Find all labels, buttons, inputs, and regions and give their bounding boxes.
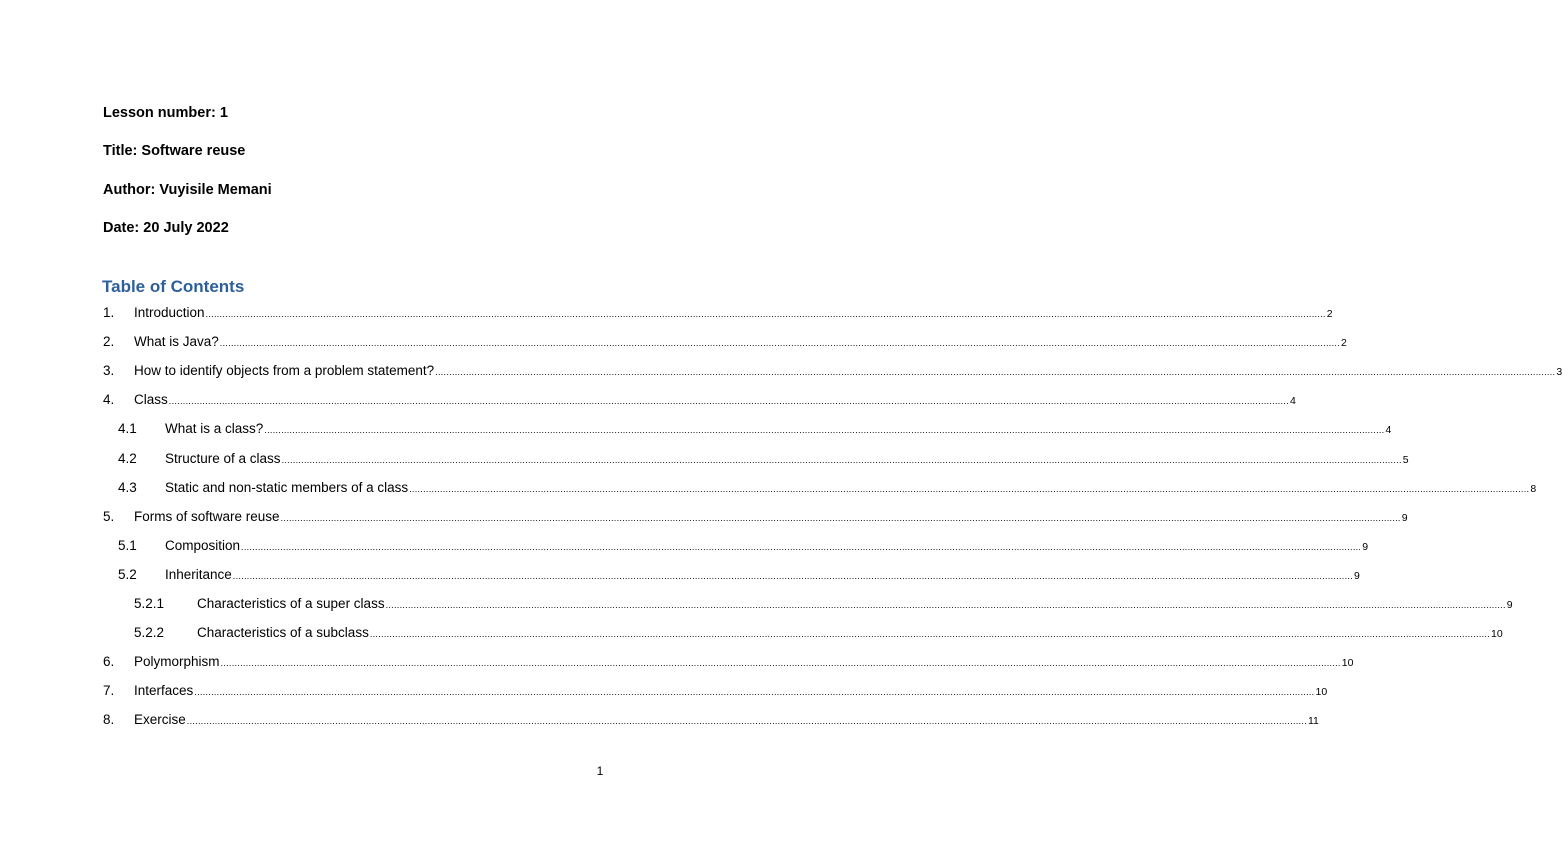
toc-entry-number: 4.	[103, 392, 115, 408]
toc-entry[interactable]	[134, 625, 1503, 643]
toc-entry-page: 9	[1362, 540, 1369, 553]
toc-entry-page: 3	[1556, 366, 1562, 379]
toc-entry-number: 5.	[103, 508, 115, 524]
toc-entry[interactable]	[103, 712, 1319, 730]
toc-dot-leader: ................................................................................................................................................................................................................................................................................................................................................................................................................	[409, 483, 1530, 494]
toc-dot-leader: ................................................................................................................................................................................................................................................................................................................................................................................................................	[385, 600, 1506, 610]
toc-entry[interactable]	[118, 537, 1369, 556]
toc-entry-page: 8	[1530, 482, 1537, 495]
toc-entry-title: Characteristics of a subclass	[197, 625, 369, 641]
toc-entry[interactable]	[103, 683, 1328, 701]
toc-entry-number: 3.	[103, 363, 115, 379]
toc-dot-leader: ................................................................................................................................................................................................................................................................................................................................................................................................................	[435, 367, 1556, 378]
toc-dot-leader: ................................................................................................................................................................................................................................................................................................................................................................................................................	[241, 541, 1362, 552]
title-value: Software reuse	[141, 143, 246, 159]
date-value: 20 July 2022	[143, 220, 229, 236]
toc-entry-number: 4.2	[118, 450, 137, 466]
toc-entry-page: 9	[1506, 599, 1513, 611]
toc-entry-title: Inheritance	[165, 566, 232, 582]
toc-dot-leader: ................................................................................................................................................................................................................................................................................................................................................................................................................	[232, 570, 1353, 581]
toc-dot-leader: ................................................................................................................................................................................................................................................................................................................................................................................................................	[219, 338, 1340, 349]
toc-entry-page: 10	[1341, 657, 1354, 670]
toc-entry-page: 10	[1491, 628, 1503, 641]
toc-entry-page: 4	[1385, 424, 1392, 437]
toc-dot-leader: ................................................................................................................................................................................................................................................................................................................................................................................................................	[369, 629, 1491, 640]
toc-entry-title: Exercise	[134, 712, 186, 728]
lesson-number-label: Lesson number:	[103, 105, 216, 121]
toc-entry-page: 9	[1401, 511, 1408, 524]
author-label: Author:	[103, 182, 156, 198]
toc-entry-page: 4	[1289, 395, 1296, 408]
toc-dot-leader: ................................................................................................................................................................................................................................................................................................................................................................................................................	[194, 687, 1315, 698]
toc-entry-number: 5.2.2	[134, 625, 165, 641]
page-number: 1	[596, 764, 604, 778]
title-label: Title:	[103, 143, 138, 159]
toc-dot-leader: ................................................................................................................................................................................................................................................................................................................................................................................................................	[186, 716, 1307, 727]
toc-entry-title: Composition	[165, 537, 241, 553]
toc-entry-title: Polymorphism	[134, 654, 220, 670]
toc-entry[interactable]	[103, 392, 1296, 410]
toc-entry-title: Interfaces	[134, 683, 194, 699]
toc-entry-number: 1.	[103, 305, 115, 320]
toc-entry[interactable]	[103, 508, 1408, 527]
lesson-number-value: 1	[219, 105, 228, 121]
toc-entry[interactable]	[118, 479, 1537, 498]
toc-entry[interactable]	[118, 566, 1360, 585]
toc-entry[interactable]	[103, 363, 1562, 381]
toc-entry-number: 4.1	[118, 421, 137, 437]
toc-entry-title: Class	[134, 392, 168, 408]
toc-entry-number: 5.2.1	[134, 596, 165, 611]
toc-entry-title: What is a class?	[165, 421, 264, 437]
toc-entry-number: 5.2	[118, 566, 137, 582]
toc-entry-number: 7.	[103, 683, 115, 699]
author-value: Vuyisile Memani	[159, 182, 272, 198]
toc-entry[interactable]	[103, 334, 1347, 352]
toc-entry-title: What is Java?	[134, 334, 219, 350]
toc-entry-title: Structure of a class	[165, 450, 281, 466]
date-label: Date:	[103, 220, 140, 236]
toc-entry-title: Characteristics of a super class	[197, 596, 385, 611]
toc-entry-title: Introduction	[134, 305, 205, 320]
toc-dot-leader: ................................................................................................................................................................................................................................................................................................................................................................................................................	[205, 309, 1326, 319]
toc-entry[interactable]	[103, 654, 1354, 672]
toc-entry-page: 5	[1402, 453, 1409, 466]
toc-entry-page: 2	[1326, 308, 1333, 320]
toc-dot-leader: ................................................................................................................................................................................................................................................................................................................................................................................................................	[264, 425, 1385, 436]
toc-entry-number: 6.	[103, 654, 115, 670]
toc-entry[interactable]	[103, 305, 1333, 323]
toc-entry-page: 10	[1315, 686, 1328, 699]
toc-entry-number: 8.	[103, 712, 115, 728]
toc-entry-number: 2.	[103, 334, 115, 350]
toc-dot-leader: ................................................................................................................................................................................................................................................................................................................................................................................................................	[220, 658, 1341, 669]
toc-entry-title: Static and non-static members of a class	[165, 479, 409, 495]
toc-entry-number: 5.1	[118, 537, 137, 553]
toc-heading: Table of Contents	[102, 277, 245, 296]
toc-entry[interactable]	[134, 596, 1513, 614]
toc-entry-page: 9	[1354, 569, 1360, 582]
toc-dot-leader: ................................................................................................................................................................................................................................................................................................................................................................................................................	[168, 396, 1289, 407]
toc-entry-title: How to identify objects from a problem statement?	[134, 363, 435, 379]
toc-entry-page: 11	[1307, 715, 1319, 728]
toc-entry-page: 2	[1341, 337, 1347, 350]
toc-dot-leader: ................................................................................................................................................................................................................................................................................................................................................................................................................	[281, 454, 1402, 465]
toc-entry-title: Forms of software reuse	[134, 508, 280, 524]
toc-entry[interactable]	[118, 421, 1392, 439]
toc-entry-number: 4.3	[118, 479, 137, 495]
toc-entry[interactable]	[118, 450, 1409, 469]
toc-dot-leader: ................................................................................................................................................................................................................................................................................................................................................................................................................	[280, 512, 1401, 523]
